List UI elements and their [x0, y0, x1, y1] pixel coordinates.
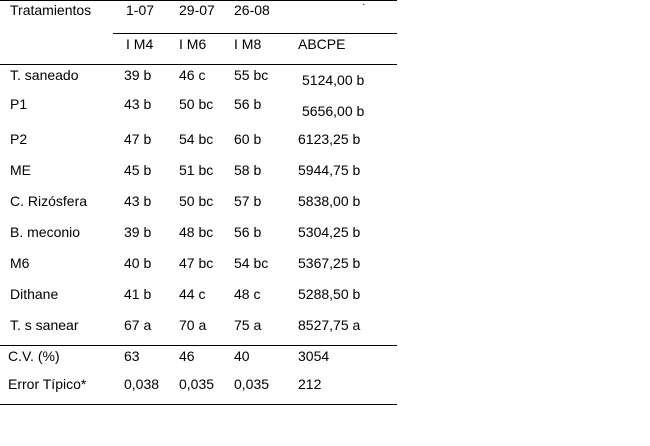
footer-m4: 0,038: [124, 376, 160, 392]
footer-label: Error Típico*: [8, 376, 87, 392]
row-abcpe: 5367,25 b: [298, 255, 361, 271]
header-mark: ·: [362, 0, 366, 10]
footer-label: C.V. (%): [8, 348, 60, 364]
footer-m6: 0,035: [179, 376, 215, 392]
table-top-rule: [0, 0, 397, 1]
row-m6: 50 bc: [179, 193, 214, 209]
row-abcpe: 5944,75 b: [298, 162, 361, 178]
row-m8: 75 a: [234, 317, 262, 333]
row-treatment: T. s sanear: [10, 317, 79, 333]
row-treatment: C. Rizósfera: [10, 193, 88, 209]
row-m8: 54 bc: [234, 255, 269, 271]
row-abcpe: 5838,00 b: [298, 193, 361, 209]
row-treatment: B. meconio: [10, 224, 81, 240]
row-m6: 46 c: [179, 67, 206, 83]
row-m4: 43 b: [124, 96, 152, 112]
row-m8: 56 b: [234, 96, 262, 112]
row-m6: 48 bc: [179, 224, 214, 240]
header-treatments: Tratamientos: [10, 2, 92, 18]
row-m4: 40 b: [124, 255, 152, 271]
row-abcpe: 5288,50 b: [298, 286, 361, 302]
row-m6: 51 bc: [179, 162, 214, 178]
row-m6: 44 c: [179, 286, 206, 302]
row-m8: 58 b: [234, 162, 262, 178]
row-m4: 45 b: [124, 162, 152, 178]
row-m4: 43 b: [124, 193, 152, 209]
row-m4: 41 b: [124, 286, 152, 302]
row-m6: 70 a: [179, 317, 207, 333]
row-treatment: ME: [10, 162, 31, 178]
row-treatment: Dithane: [10, 286, 59, 302]
header-code-m8: I M8: [234, 36, 262, 52]
row-m4: 67 a: [124, 317, 152, 333]
header-code-m4: I M4: [126, 36, 154, 52]
header-bottom-rule: [0, 64, 397, 65]
row-m8: 56 b: [234, 224, 262, 240]
row-treatment: M6: [10, 255, 30, 271]
row-m8: 48 c: [234, 286, 261, 302]
footer-m4: 63: [124, 348, 140, 364]
footer-m6: 46: [179, 348, 195, 364]
header-date-2: 29-07: [179, 2, 215, 18]
row-m8: 55 bc: [234, 67, 269, 83]
row-abcpe: 8527,75 a: [298, 317, 361, 333]
header-code-m6: I M6: [179, 36, 207, 52]
row-m8: 60 b: [234, 131, 262, 147]
body-bottom-rule: [0, 345, 397, 346]
row-m4: 47 b: [124, 131, 152, 147]
row-m6: 54 bc: [179, 131, 214, 147]
header-code-abcpe: ABCPE: [298, 36, 346, 52]
row-abcpe: 5304,25 b: [298, 224, 361, 240]
header-date-1: 1-07: [126, 2, 155, 18]
row-m8: 57 b: [234, 193, 262, 209]
row-m6: 47 bc: [179, 255, 214, 271]
row-abcpe: 6123,25 b: [298, 131, 361, 147]
table-bottom-rule: [0, 404, 397, 405]
row-treatment: T. saneado: [10, 67, 79, 83]
row-m6: 50 bc: [179, 96, 214, 112]
footer-abcpe: 212: [298, 376, 322, 392]
row-treatment: P1: [10, 96, 28, 112]
row-m4: 39 b: [124, 67, 152, 83]
row-abcpe: 5656,00 b: [302, 103, 365, 119]
row-abcpe: 5124,00 b: [302, 72, 365, 88]
header-sub-rule: [113, 33, 397, 34]
row-m4: 39 b: [124, 224, 152, 240]
footer-m8: 0,035: [234, 376, 270, 392]
header-date-3: 26-08: [234, 2, 270, 18]
row-treatment: P2: [10, 131, 28, 147]
footer-abcpe: 3054: [298, 348, 330, 364]
footer-m8: 40: [234, 348, 250, 364]
